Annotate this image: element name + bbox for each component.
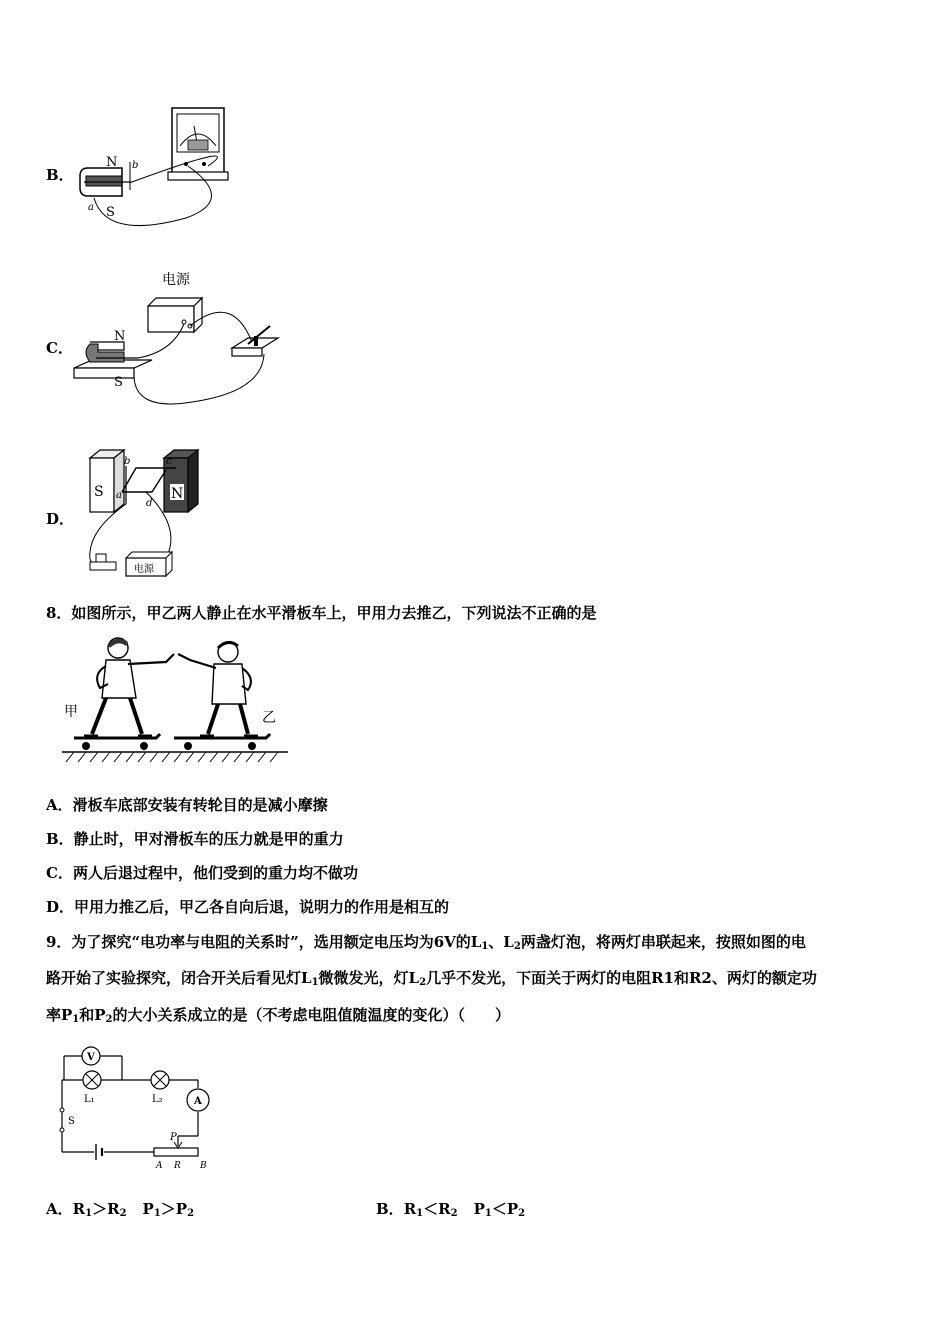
q9-a-s3: 1 <box>153 1208 161 1219</box>
q9-a-r1: R <box>72 1200 86 1218</box>
q9-l1-mid: 、L <box>488 933 514 951</box>
rheostat-b-label: B <box>200 1161 207 1171</box>
q9-a-rel2: ＞ <box>160 1200 176 1218</box>
power-magnet-switch-figure <box>72 262 282 410</box>
q8-option-d: D．甲用力推乙后，甲乙各自向后退，说明力的作用是相互的 <box>46 898 450 916</box>
q9-a-p2: P <box>175 1200 188 1218</box>
q9-b-s4: 2 <box>518 1208 526 1219</box>
fig-b-n: N <box>106 155 118 170</box>
slider-p-label: P <box>170 1132 177 1143</box>
fig-d-a: a <box>116 490 122 501</box>
rheostat-r-label: R <box>174 1161 181 1171</box>
q9-l2-mid: 微微发光，灯L <box>318 969 420 987</box>
q9-l3-pre: 率P <box>46 1006 73 1024</box>
q9-b-rel1: ＜ <box>423 1200 439 1218</box>
q9-l2-post: 几乎不发光，下面关于两灯的电阻R1和R2、两灯的额定功 <box>426 969 817 987</box>
fig-b-a: a <box>88 202 94 213</box>
q9-b-label: B． <box>376 1200 404 1218</box>
q9-a-s2: 2 <box>119 1208 127 1219</box>
fig-yi: 乙 <box>262 710 276 726</box>
switch-label: S <box>68 1116 75 1127</box>
voltmeter-label: V <box>87 1052 95 1063</box>
q9-a-label: A． <box>46 1200 73 1218</box>
fig-d-c: c <box>166 456 172 467</box>
q9-l1-pre: 9．为了探究“电功率与电阻的关系时”，选用额定电压均为6V的L <box>46 933 482 951</box>
q9-l2-sub1: 1 <box>311 977 319 988</box>
q9-b-s1: 1 <box>416 1208 424 1219</box>
q9-b-rel2: ＜ <box>491 1200 507 1218</box>
q9-b-r1: R <box>403 1200 417 1218</box>
q9-l1-sub1: 1 <box>481 941 489 952</box>
q9-l3-mid: 和P <box>79 1006 106 1024</box>
q9-option-a <box>46 1199 194 1219</box>
option-b-label: B． <box>46 166 74 184</box>
fig-d-d: d <box>146 498 153 509</box>
q8-option-c: C．两人后退过程中，他们受到的重力均不做功 <box>46 864 358 882</box>
fig-c-n: N <box>114 329 126 344</box>
fig-d-b: b <box>124 456 131 467</box>
fig-b-s: S <box>106 205 115 220</box>
fig-d-power: 电源 <box>134 564 154 575</box>
q9-a-p1: P <box>142 1200 154 1218</box>
q9-a-s1: 1 <box>85 1208 93 1219</box>
option-c-label: C． <box>46 339 73 357</box>
fig-c-power: 电源 <box>162 272 190 288</box>
q9-b-p2: P <box>506 1200 519 1218</box>
q8-option-b: B．静止时，甲对滑板车的压力就是甲的重力 <box>46 830 344 848</box>
q9-a-s4: 2 <box>187 1208 195 1219</box>
q9-a-r2: R <box>107 1200 120 1218</box>
q9-b-p1: P <box>473 1200 485 1218</box>
q9-l1-post: 两盏灯泡，将两灯串联起来，按照如图的电 <box>520 933 806 951</box>
option-d-label: D． <box>46 510 75 528</box>
lamp-l2-label: L₂ <box>152 1094 163 1105</box>
q9-b-r2: R <box>438 1200 451 1218</box>
fig-b-b: b <box>132 160 139 171</box>
q9-a-rel1: ＞ <box>92 1200 108 1218</box>
q9-l3-sub1: 1 <box>72 1014 80 1025</box>
skateboard-push-figure <box>62 634 294 766</box>
fig-d-s: S <box>94 484 104 500</box>
ammeter-label: A <box>194 1096 202 1107</box>
q9-b-s2: 2 <box>450 1208 458 1219</box>
q9-l2-pre: 路开始了实验探究，闭合开关后看见灯L <box>46 969 312 987</box>
q9-l1-sub2: 2 <box>513 941 521 952</box>
q9-l2-sub2: 2 <box>419 977 427 988</box>
rheostat-a-label: A <box>156 1161 163 1171</box>
q8-option-a: A．滑板车底部安装有转轮目的是减小摩擦 <box>46 796 328 814</box>
fig-jia: 甲 <box>64 704 78 720</box>
fig-c-s: S <box>114 375 123 390</box>
question-9-line-2 <box>46 968 817 988</box>
q9-l3-post: 的大小关系成立的是（不考虑电阻值随温度的变化）（ ） <box>112 1006 511 1024</box>
q9-l3-sub2: 2 <box>105 1014 113 1025</box>
motor-coil-figure <box>82 448 208 582</box>
fig-d-n: N <box>171 486 184 502</box>
series-circuit-figure <box>46 1040 232 1178</box>
question-9-line-1 <box>46 932 806 952</box>
q9-b-s3: 1 <box>484 1208 492 1219</box>
question-8-stem: 8．如图所示，甲乙两人静止在水平滑板车上，甲用力去推乙，下列说法不正确的是 <box>46 604 597 622</box>
lamp-l1-label: L₁ <box>84 1094 95 1105</box>
q9-option-b <box>376 1199 525 1219</box>
galvanometer-magnet-figure <box>76 100 236 230</box>
question-9-line-3 <box>46 1005 510 1025</box>
